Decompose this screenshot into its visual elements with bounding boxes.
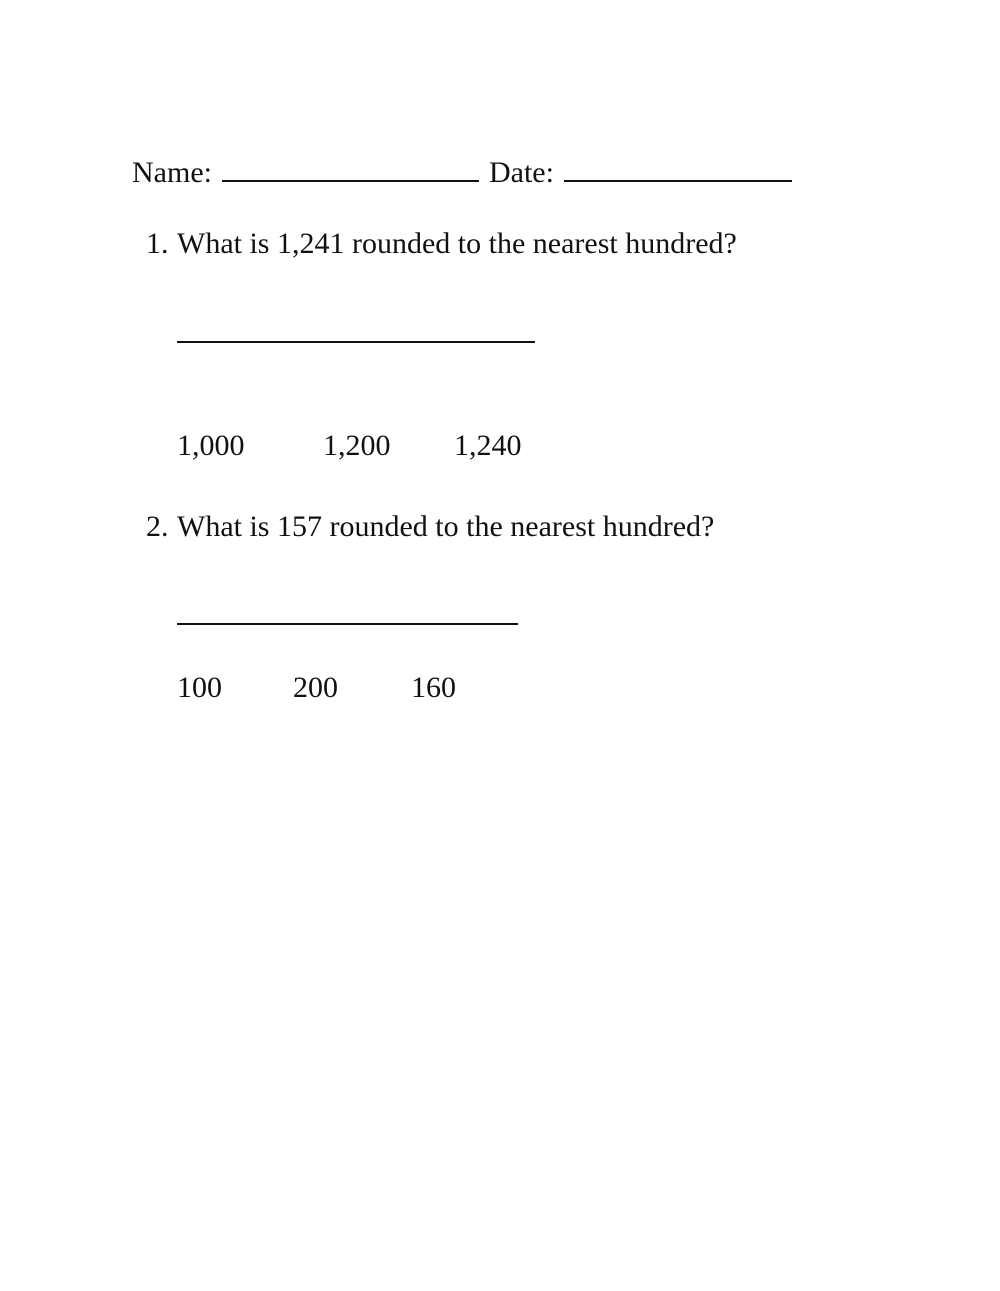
answer-line-2[interactable] xyxy=(177,623,518,625)
name-label: Name: xyxy=(132,156,212,189)
question-text: What is 1,241 rounded to the nearest hundred? xyxy=(177,227,737,260)
choice-2b[interactable]: 200 xyxy=(293,671,338,704)
question-number: 2. xyxy=(146,510,169,543)
choice-1a[interactable]: 1,000 xyxy=(177,429,245,462)
choice-2c[interactable]: 160 xyxy=(411,671,456,704)
choice-1c[interactable]: 1,240 xyxy=(454,429,522,462)
choice-1b[interactable]: 1,200 xyxy=(323,429,391,462)
question-text: What is 157 rounded to the nearest hundred? xyxy=(177,510,715,543)
answer-line-1[interactable] xyxy=(177,341,535,343)
question-number: 1. xyxy=(146,227,169,260)
name-field[interactable] xyxy=(222,154,479,182)
worksheet-header xyxy=(117,118,792,191)
date-field[interactable] xyxy=(564,154,792,182)
date-label: Date: xyxy=(488,156,554,189)
choice-2a[interactable]: 100 xyxy=(177,671,222,704)
